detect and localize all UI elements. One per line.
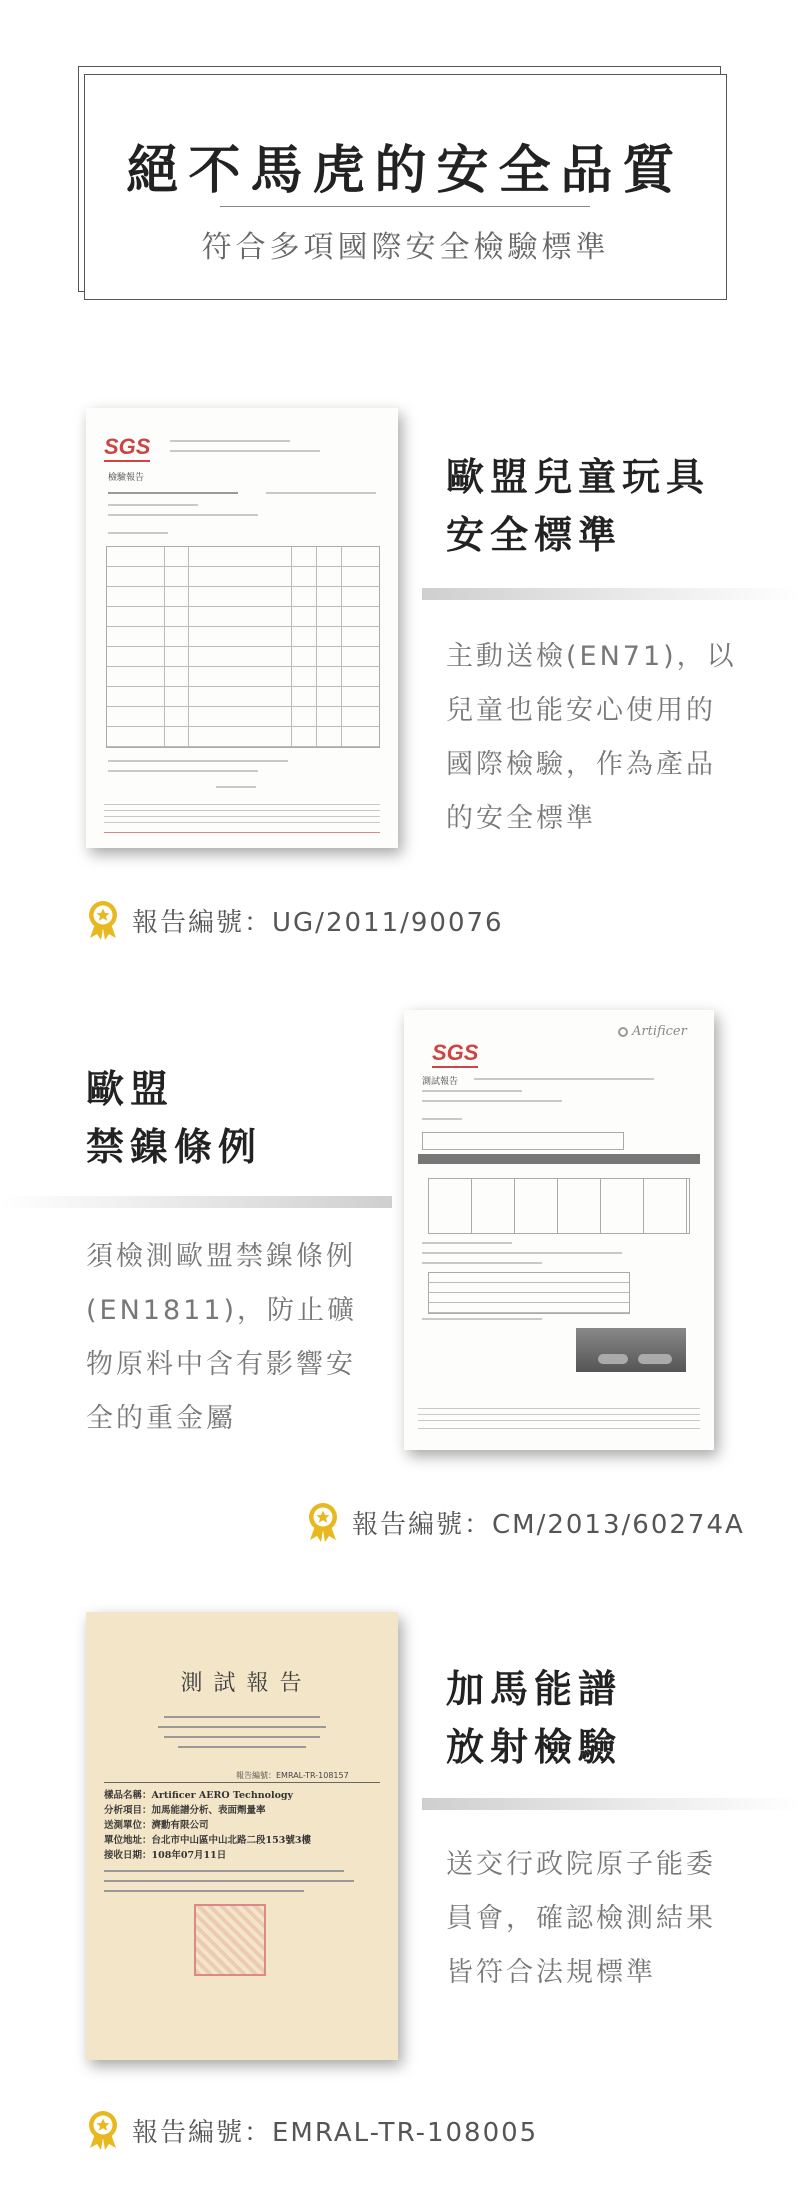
brand-mark-icon [618,1027,628,1037]
nickel-report-image [404,1010,714,1450]
doc-fields: 樣品名稱：Artificer AERO Technology 分析項目：加馬能譜分析、表面劑量率 送測單位：濟勳有限公司 單位地址：台北市中山區中山北路二段153號3樓 接收日期：108年07月11日 [104,1790,311,1861]
section-title-en71: 歐盟兒童玩具 安全標準 [446,455,711,557]
section-description-en71: 主動送檢(EN71)，以 兒童也能安心使用的 國際檢驗，作為產品 的安全標準 [446,641,737,834]
report-number-en71: 報告編號：UG/2011/90076 [132,908,504,938]
sgs-logo: SGS [432,1040,479,1065]
doc-heading: 檢驗報告 [108,473,145,483]
report-number-nickel: 報告編號：CM/2013/60274A [352,1510,745,1540]
page-title: 絕不馬虎的安全品質 [126,141,685,201]
sgs-report-image [86,408,398,848]
section-description-nickel: 須檢測歐盟禁鎳條例 (EN1811)，防止礦 物原料中含有影響安 全的重金屬 [86,1241,358,1434]
report-number-radiation: 報告編號：EMRAL-TR-108005 [132,2118,539,2148]
header-divider [220,206,590,207]
section-divider [422,1798,800,1810]
section-title-radiation: 加馬能譜 放射檢驗 [446,1667,623,1769]
sample-photo [576,1328,686,1372]
section-divider [0,1196,392,1208]
section-divider [422,588,800,600]
official-seal [194,1904,266,1976]
doc-heading: 測試報告 [422,1077,459,1087]
section-title-nickel: 歐盟 禁鎳條例 [86,1067,263,1169]
award-badge-icon [86,900,120,940]
radiation-report-image [86,1612,398,2060]
artificer-logo: Artificer [632,1024,687,1039]
page-subtitle: 符合多項國際安全檢驗標準 [201,230,610,265]
award-badge-icon [86,2110,120,2150]
section-description-radiation: 送交行政院原子能委 員會，確認檢測結果 皆符合法規標準 [446,1849,716,1988]
award-badge-icon [306,1502,340,1542]
doc-heading: 測 試 報 告 [180,1671,304,1696]
sgs-logo: SGS [104,434,151,459]
doc-report-no: 報告編號：EMRAL-TR-108157 [236,1771,349,1780]
